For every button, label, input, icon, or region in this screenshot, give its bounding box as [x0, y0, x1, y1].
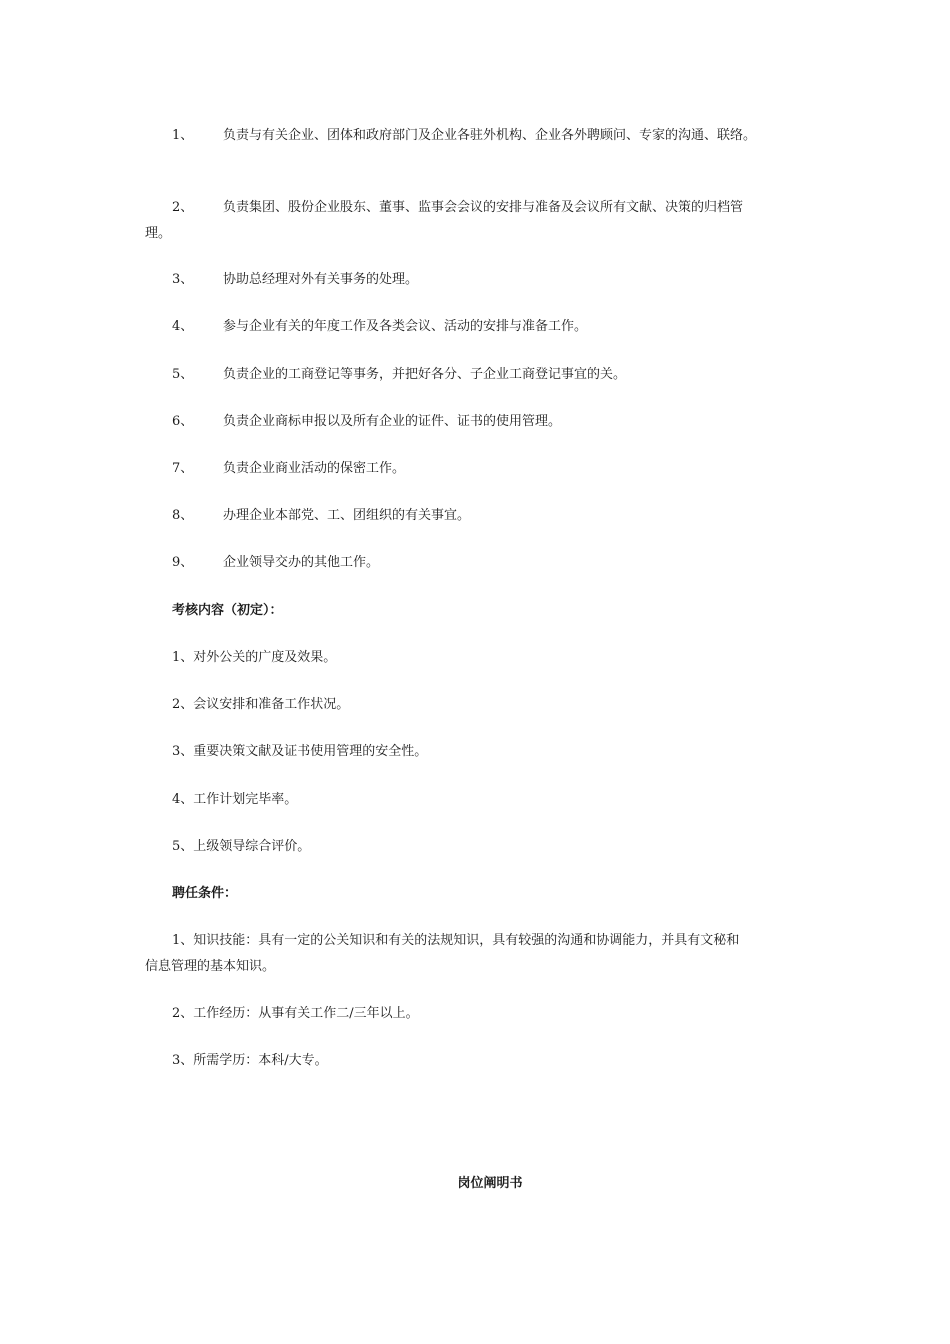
- assessment-text: 5、上级领导综合评价。: [172, 839, 311, 854]
- duty-number: 6、: [172, 414, 194, 429]
- duty-text: 负责企业商业活动的保密工作。: [223, 461, 406, 476]
- duty-number: 7、: [172, 461, 194, 476]
- duty-text: 企业领导交办的其他工作。: [223, 555, 380, 570]
- assessment-text: 3、重要决策文献及证书使用管理的安全性。: [172, 744, 428, 759]
- duty-text: 负责企业的工商登记等事务，并把好各分、子企业工商登记事宜的关。: [223, 367, 627, 382]
- duty-number: 1、: [172, 128, 194, 143]
- duty-item-2-continuation: [145, 221, 171, 247]
- condition-item-1-continuation: [145, 954, 275, 980]
- condition-text: 3、所需学历：本科/大专。: [172, 1053, 328, 1068]
- duty-text: 办理企业本部党、工、团组织的有关事宜。: [223, 508, 471, 523]
- duty-number: 2、: [172, 200, 194, 215]
- duty-number: 3、: [172, 272, 194, 287]
- duty-number: 4、: [172, 319, 194, 334]
- condition-text: 2、工作经历：从事有关工作二/三年以上。: [172, 1006, 419, 1021]
- condition-text: 1、知识技能：具有一定的公关知识和有关的法规知识，具有较强的沟通和协调能力，并具有文秘和: [172, 933, 740, 948]
- duty-text: 协助总经理对外有关事务的处理。: [223, 272, 419, 287]
- assessment-text: 2、会议安排和准备工作状况。: [172, 697, 350, 712]
- duty-text: 负责企业商标申报以及所有企业的证件、证书的使用管理。: [223, 414, 562, 429]
- document-title: 岗位阐明书: [457, 1176, 523, 1191]
- assessment-heading: 考核内容（初定）：: [172, 603, 283, 618]
- duty-text: 参与企业有关的年度工作及各类会议、活动的安排与准备工作。: [223, 319, 588, 334]
- assessment-text: 1、对外公关的广度及效果。: [172, 650, 337, 665]
- conditions-heading: 聘任条件：: [172, 886, 238, 901]
- duty-number: 9、: [172, 555, 194, 570]
- duty-text-continued: 理。: [145, 226, 172, 241]
- duty-number: 5、: [172, 367, 194, 382]
- duty-number: 8、: [172, 508, 194, 523]
- duty-text: 负责与有关企业、团体和政府部门及企业各驻外机构、企业各外聘顾问、专家的沟通、联络。: [223, 128, 757, 143]
- duty-text: 负责集团、股份企业股东、董事、监事会会议的安排与准备及会议所有文献、决策的归档管: [223, 200, 744, 215]
- assessment-text: 4、工作计划完毕率。: [172, 792, 298, 807]
- condition-text-continued: 信息管理的基本知识。: [145, 959, 276, 974]
